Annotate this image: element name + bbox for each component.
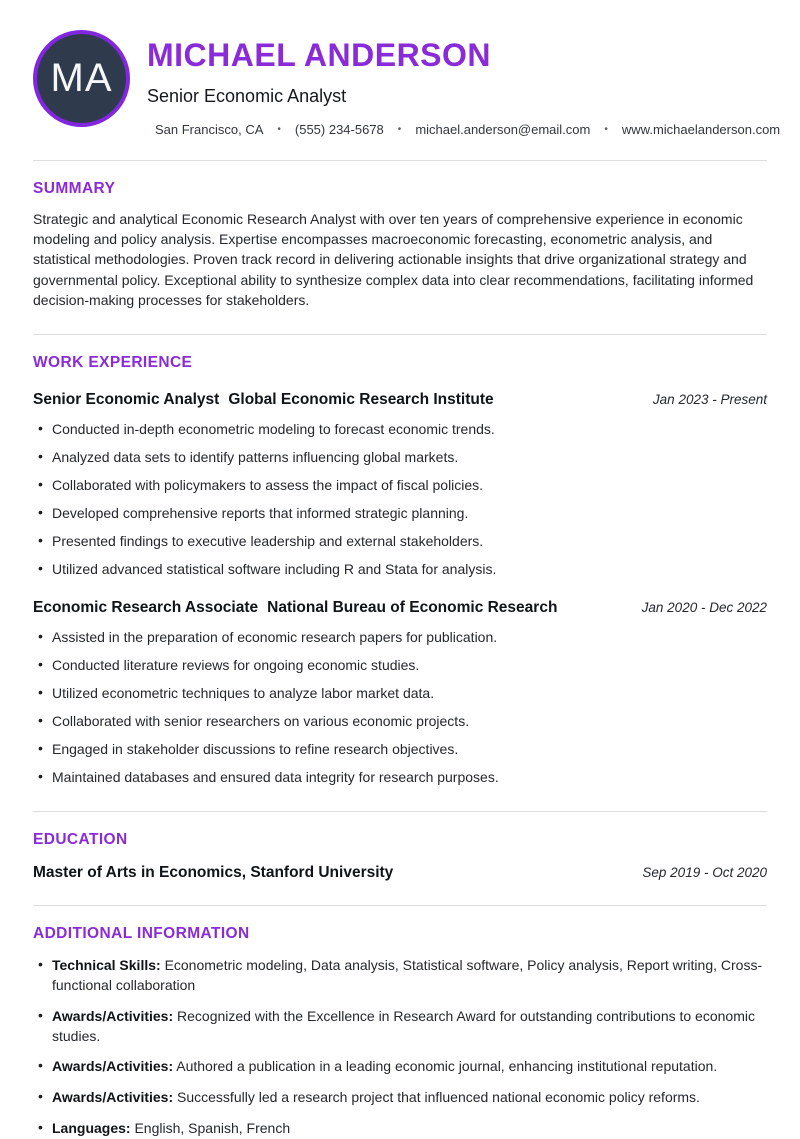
education-dates: Sep 2019 - Oct 2020	[642, 864, 767, 880]
bullet-separator-icon: •	[604, 123, 608, 135]
candidate-name: MICHAEL ANDERSON	[147, 37, 492, 73]
job-title-line	[33, 599, 557, 617]
section-summary	[33, 160, 767, 311]
job-bullet: • Conducted literature reviews for ongoing economic studies.	[33, 656, 767, 676]
info-item	[33, 1057, 767, 1077]
info-item-label: Awards/Activities:	[52, 1089, 174, 1106]
avatar-initials: MA	[50, 56, 113, 100]
job-entry	[33, 599, 767, 788]
avatar	[33, 30, 130, 127]
job-header	[33, 599, 767, 617]
job-bullet-list	[33, 628, 767, 788]
info-item-text: Econometric modeling, Data analysis, Statistical software, Policy analysis, Report writing, Cross-functional collaboration	[52, 956, 763, 993]
job-dates: Jan 2020 - Dec 2022	[641, 599, 767, 615]
contact-row	[147, 122, 780, 137]
education-heading: EDUCATION	[33, 830, 128, 848]
job-bullet-list	[33, 420, 767, 580]
job-bullet: • Presented findings to executive leadership and external stakeholders.	[33, 532, 767, 552]
contact-website: www.michaelanderson.com	[621, 121, 781, 137]
info-item-label: Awards/Activities:	[52, 1007, 174, 1024]
additional-information-heading: ADDITIONAL INFORMATION	[33, 924, 250, 942]
section-work-experience	[33, 334, 767, 788]
job-bullet: • Developed comprehensive reports that informed strategic planning.	[33, 504, 767, 524]
info-item-label: Languages:	[52, 1120, 131, 1137]
section-additional-information	[33, 905, 767, 1139]
contact-phone: (555) 234-5678	[294, 121, 384, 137]
job-bullet: • Utilized econometric techniques to analyze labor market data.	[33, 684, 767, 704]
job-bullet: • Engaged in stakeholder discussions to refine research objectives.	[33, 740, 767, 760]
summary-text: Strategic and analytical Economic Research Analyst with over ten years of comprehensive experience in economic modeling and policy analysis. Expertise encompasses macroeconomic forecasting, econometric analysis, and statistical methodologies. Proven track record in delivering actionable insights that drive organizational strategy and governmental policy. Exceptional ability to synthesize complex data into clear recommendations, facilitating informed decision-making processes for stakeholders.	[33, 210, 754, 309]
contact-location: San Francisco, CA	[155, 121, 264, 137]
info-item-label: Awards/Activities:	[52, 1058, 174, 1075]
job-bullet: • Analyzed data sets to identify patterns influencing global markets.	[33, 448, 767, 468]
job-bullet: • Maintained databases and ensured data integrity for research purposes.	[33, 768, 767, 788]
education-entry	[33, 864, 767, 882]
summary-heading: SUMMARY	[33, 179, 116, 197]
work-experience-heading: WORK EXPERIENCE	[33, 353, 193, 371]
candidate-title: Senior Economic Analyst	[147, 85, 347, 106]
job-company: Global Economic Research Institute	[228, 390, 494, 408]
info-item	[33, 956, 767, 996]
info-item	[33, 1088, 767, 1108]
contact-email: michael.anderson@email.com	[415, 121, 591, 137]
info-item-text: Recognized with the Excellence in Research Award for outstanding contributions to economic studies.	[52, 1007, 755, 1044]
job-header	[33, 391, 767, 409]
job-entry	[33, 391, 767, 580]
job-title: Senior Economic Analyst	[33, 390, 220, 408]
job-title-line	[33, 391, 494, 409]
job-bullet: • Collaborated with policymakers to assess the impact of fiscal policies.	[33, 476, 767, 496]
header-info	[147, 30, 780, 137]
job-dates: Jan 2023 - Present	[652, 391, 767, 407]
job-bullet: • Collaborated with senior researchers on various economic projects.	[33, 712, 767, 732]
info-item	[33, 1007, 767, 1047]
education-degree: Master of Arts in Economics, Stanford University	[33, 863, 394, 881]
section-education	[33, 811, 767, 882]
info-item	[33, 1119, 767, 1139]
info-item-label: Technical Skills:	[52, 956, 161, 973]
info-item-text: English, Spanish, French	[134, 1120, 291, 1137]
resume-header	[33, 30, 781, 137]
additional-info-list	[33, 956, 767, 1139]
job-title: Economic Research Associate	[33, 598, 259, 616]
info-item-text: Authored a publication in a leading economic journal, enhancing institutional reputation.	[176, 1058, 718, 1075]
bullet-separator-icon: •	[397, 123, 402, 135]
job-bullet: • Conducted in-depth econometric modeling to forecast economic trends.	[33, 420, 767, 440]
job-company: National Bureau of Economic Research	[267, 598, 558, 616]
bullet-separator-icon: •	[277, 123, 281, 135]
info-item-text: Successfully led a research project that influenced national economic policy reforms.	[177, 1089, 700, 1106]
job-bullet: • Utilized advanced statistical software including R and Stata for analysis.	[33, 560, 767, 580]
job-bullet: • Assisted in the preparation of economic research papers for publication.	[33, 628, 767, 648]
